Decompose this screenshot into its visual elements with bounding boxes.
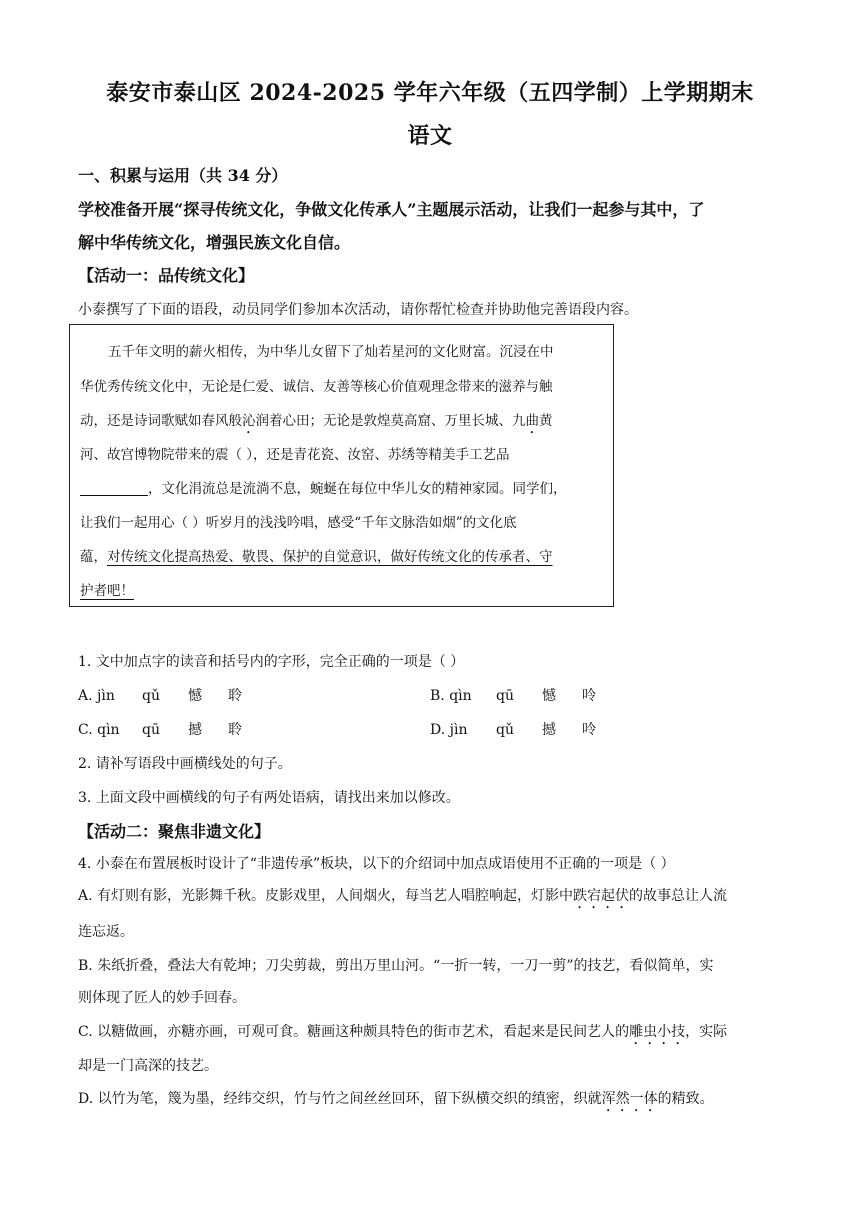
option-char: 憾 — [542, 688, 556, 704]
option-char: 聆 — [228, 688, 242, 704]
section-heading: 一、积累与运用（共 34 分） — [78, 166, 288, 185]
question-2: 2. 请补写语段中画横线处的句子。 — [78, 756, 292, 772]
subject-title: 语文 — [407, 123, 453, 149]
passage-box — [69, 324, 614, 607]
passage-line-6: 让我们一起用心（ ）听岁月的浅浅吟唱，感受“千年文脉浩如烟”的文化底 — [80, 515, 517, 531]
option-label: D. jìn — [430, 722, 468, 738]
option-pinyin: qū — [496, 688, 514, 704]
activity-1-heading: 【活动一：品传统文化】 — [78, 266, 255, 285]
q1-option-c — [78, 719, 242, 739]
question-4: 4. 小泰在布置展板时设计了“非遗传承”板块，以下的介绍词中加点成语使用不正确的一项是（ ） — [78, 856, 675, 872]
q1-option-d — [430, 719, 596, 739]
question-1: 1. 文中加点字的读音和括号内的字形，完全正确的一项是（ ） — [78, 654, 465, 670]
dotted-idiom: 浑然一体 — [601, 1091, 658, 1107]
option-label: C. qìn — [78, 722, 120, 738]
passage-text: 黄 — [539, 413, 553, 429]
passage-text: 蕴， — [80, 549, 107, 565]
q4-option-c-line-1 — [78, 1021, 783, 1048]
q1-option-a — [78, 685, 242, 705]
passage-text: 动，还是诗词歌赋如春风般 — [80, 413, 242, 429]
activity-2-heading: 【活动二：聚焦非遗文化】 — [78, 822, 271, 841]
section-intro-line-2: 解中华传统文化，增强民族文化自信。 — [78, 233, 351, 252]
q1-option-b — [430, 685, 596, 705]
dotted-char: 曲 — [525, 413, 539, 429]
option-text: ，实际 — [685, 1024, 728, 1040]
passage-text: ，文化涓流总是流淌不息，蜿蜒在每位中华儿女的精神家园。同学们， — [148, 481, 567, 497]
activity-1-description: 小泰撰写了下面的语段，动员同学们参加本次活动，请你帮忙检查并协助他完善语段内容。 — [78, 302, 638, 318]
q4-option-a-line-2: 连忘返。 — [78, 924, 134, 940]
q4-option-d — [78, 1088, 783, 1115]
fill-blank — [80, 481, 148, 496]
dotted-idiom: 跌宕起伏 — [573, 888, 630, 904]
passage-text: 润着心田；无论是敦煌莫高窟、万里长城、九 — [255, 413, 526, 429]
option-char: 憾 — [188, 688, 202, 704]
option-pinyin: qǔ — [496, 722, 514, 738]
q4-option-a-line-1 — [78, 885, 783, 912]
option-label: A. jìn — [78, 688, 115, 704]
passage-line-8: 护者吧！ — [80, 583, 134, 599]
option-text: 的精致。 — [657, 1091, 714, 1107]
option-label: B. qìn — [430, 688, 472, 704]
option-pinyin: qū — [142, 722, 160, 738]
dotted-idiom: 雕虫小技 — [629, 1024, 686, 1040]
option-char: 聆 — [228, 722, 242, 738]
underlined-sentence: 对传统文化提高热爱、敬畏、保护的自觉意识，做好传统文化的传承者、守 — [107, 549, 553, 565]
option-char: 呤 — [582, 688, 596, 704]
option-text: C. 以糖做画，亦糖亦画，可观可食。糖画这种颇具特色的街市艺术，看起来是民间艺人的 — [78, 1024, 630, 1040]
passage-line-4: 河、故宫博物院带来的震（ ），还是青花瓷、汝窑、苏绣等精美手工艺品 — [80, 447, 510, 463]
option-text: D. 以竹为笔，篾为墨，经纬交织，竹与竹之间丝丝回环，留下纵横交织的缜密，织就 — [78, 1091, 602, 1107]
q4-option-c-line-2: 却是一门高深的技艺。 — [78, 1058, 218, 1074]
option-char: 呤 — [582, 722, 596, 738]
question-3: 3. 上面文段中画横线的句子有两处语病，请找出来加以修改。 — [78, 790, 460, 806]
option-char: 撼 — [188, 722, 202, 738]
option-text: 的故事总让人流 — [629, 888, 728, 904]
document-title: 泰安市泰山区 2024-2025 学年六年级（五四学制）上学期期末 — [106, 80, 754, 106]
q4-option-b-line-1: B. 朱纸折叠，叠法大有乾坤；刀尖剪裁，剪出万里山河。“一折一转，一刀一剪”的技艺，看似简单，实 — [78, 958, 714, 974]
option-text: A. 有灯则有影，光影舞千秋。皮影戏里，人间烟火，每当艺人唱腔响起，灯影中 — [78, 888, 574, 904]
section-intro-line-1: 学校准备开展“探寻传统文化，争做文化传承人”主题展示活动，让我们一起参与其中，了 — [78, 200, 705, 219]
passage-line-5 — [80, 477, 610, 497]
passage-line-3 — [80, 409, 610, 437]
passage-line-1: 五千年文明的薪火相传，为中华儿女留下了灿若星河的文化财富。沉浸在中 — [108, 344, 554, 360]
dotted-char: 沁 — [242, 413, 256, 429]
passage-line-2: 华优秀传统文化中，无论是仁爱、诚信、友善等核心价值观理念带来的滋养与触 — [80, 379, 553, 395]
q4-option-b-line-2: 则体现了匠人的妙手回春。 — [78, 990, 246, 1006]
option-pinyin: qǔ — [142, 688, 160, 704]
passage-line-7 — [80, 545, 610, 565]
option-char: 撼 — [542, 722, 556, 738]
